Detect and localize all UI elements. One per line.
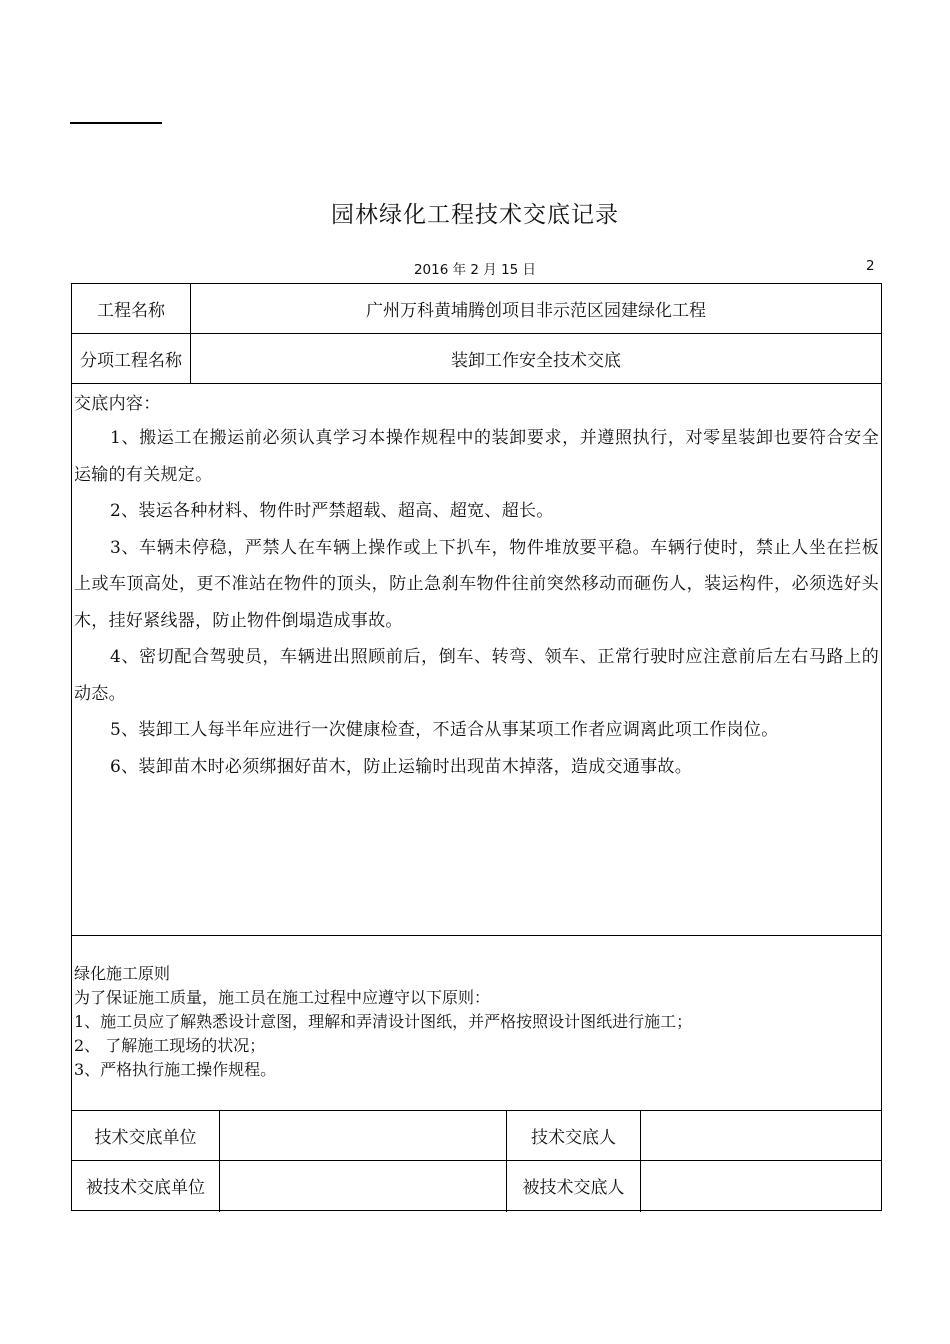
- tech-person-value[interactable]: [641, 1111, 881, 1160]
- recv-unit-label: 被技术交底单位: [86, 1178, 205, 1198]
- record-form: [71, 283, 882, 1211]
- principles-intro: 为了保证施工质量，施工员在施工过程中应遵守以下原则：: [74, 988, 491, 1007]
- greening-principles: [74, 962, 879, 1082]
- disclosure-content: [74, 388, 879, 785]
- project-name-value: 广州万科黄埔腾创项目非示范区园建绿化工程: [366, 301, 706, 321]
- sub-project-label: 分项工程名称: [80, 351, 182, 371]
- principles-title: 绿化施工原则: [74, 964, 171, 983]
- header-rule: [70, 122, 162, 124]
- content-item: 3、车辆未停稳，严禁人在车辆上操作或上下扒车，物件堆放要平稳。车辆行使时，禁止人坐在拦板上或车顶高处，更不准站在物件的顶头，防止急刹车物件往前突然移动而砸伤人，装运构件，必须选好头木，挂好紧线器，防止物件倒塌造成事故。: [74, 537, 879, 631]
- project-name-label: 工程名称: [97, 301, 165, 321]
- principle-item: 1、施工员应了解熟悉设计意图，理解和弄清设计图纸，并严格按照设计图纸进行施工；: [74, 1012, 693, 1031]
- sub-project-value: 装卸工作安全技术交底: [451, 351, 621, 371]
- content-item: 5、装卸工人每半年应进行一次健康检查，不适合从事某项工作者应调离此项工作岗位。: [110, 720, 779, 740]
- content-item: 2、装运各种材料、物件时严禁超载、超高、超宽、超长。: [110, 501, 554, 521]
- divider: [72, 935, 881, 936]
- content-item: 4、密切配合驾驶员，车辆进出照顾前后，倒车、转弯、领车、正常行驶时应注意前后左右马路上的动态。: [74, 647, 879, 704]
- tech-unit-label: 技术交底单位: [94, 1128, 197, 1148]
- content-label: 交底内容：: [74, 394, 161, 414]
- divider: [72, 383, 881, 384]
- tech-unit-value[interactable]: [220, 1111, 506, 1160]
- page-title: 园林绿化工程技术交底记录: [331, 202, 619, 228]
- recv-unit-value[interactable]: [220, 1161, 506, 1210]
- record-date: 2016 年 2 月 15 日: [413, 262, 537, 278]
- recv-person-label: 被技术交底人: [522, 1178, 625, 1198]
- tech-person-label: 技术交底人: [531, 1128, 616, 1148]
- page-number: 2: [866, 258, 875, 274]
- principle-item: 3、严格执行施工操作规程。: [74, 1060, 277, 1079]
- content-item: 1、搬运工在搬运前必须认真学习本操作规程中的装卸要求，并遵照执行，对零星装卸也要符合安全运输的有关规定。: [74, 428, 879, 485]
- content-item: 6、装卸苗木时必须绑捆好苗木，防止运输时出现苗木掉落，造成交通事故。: [110, 756, 693, 777]
- recv-person-value[interactable]: [641, 1161, 881, 1210]
- principle-item: 2、 了解施工现场的状况；: [74, 1036, 266, 1055]
